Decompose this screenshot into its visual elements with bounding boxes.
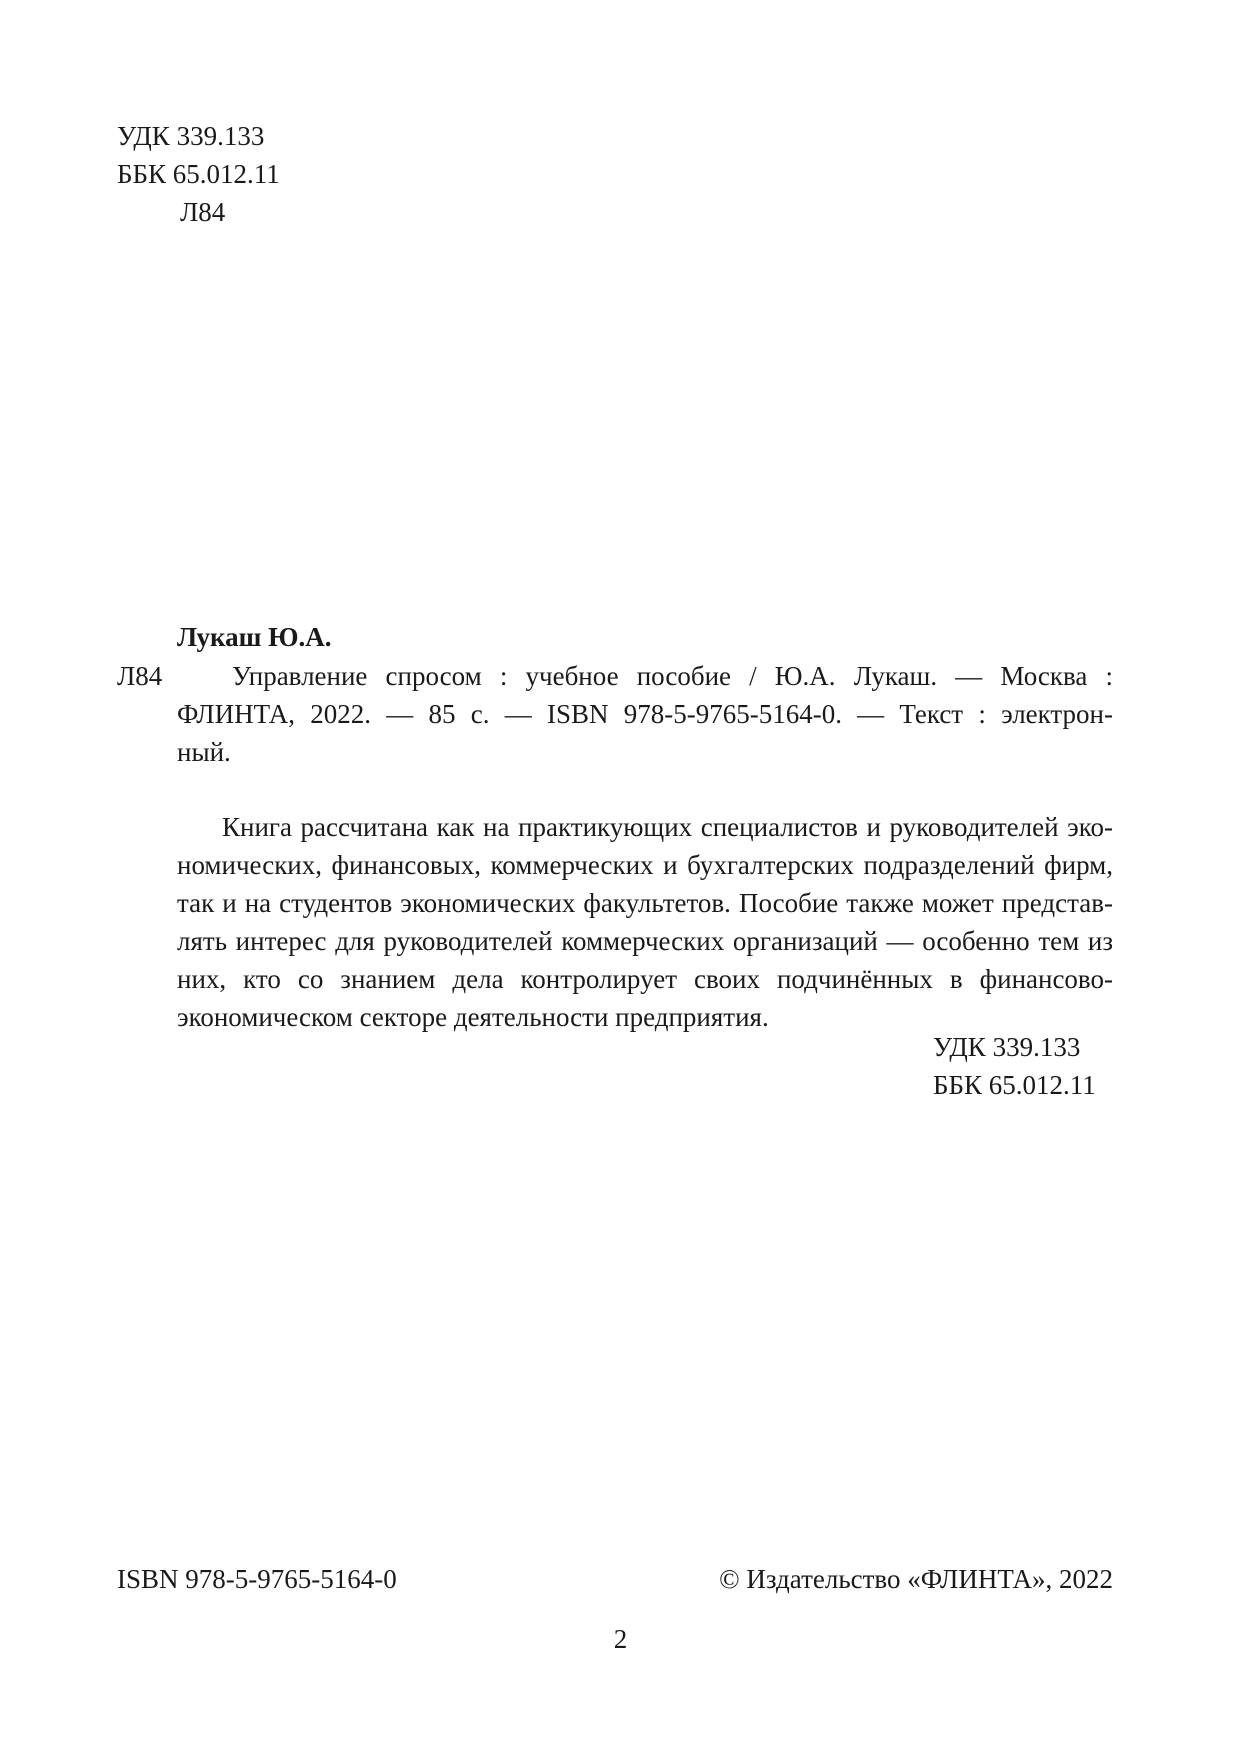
annotation-line: экономическом секторе деятельности предприятия.: [177, 1002, 769, 1032]
top-udk-code: УДК 339.133: [117, 121, 265, 151]
annotation-line: номических, финансовых, коммерческих и бухгалтерских подразделений фирм,: [177, 850, 1113, 880]
footer-copyright: © Издательство «ФЛИНТА», 2022: [719, 1564, 1113, 1594]
top-bbk-code: ББК 65.012.11: [117, 159, 280, 189]
bibliographic-record: [177, 657, 1113, 771]
top-author-code: Л84: [180, 197, 226, 227]
record-line: Управление спросом : учебное пособие / Ю.А. Лукаш. — Москва :: [232, 661, 1113, 691]
record-author-code: Л84: [117, 661, 163, 691]
record-line: ный.: [177, 737, 231, 767]
author-name: Лукаш Ю.А.: [177, 622, 332, 652]
annotation-line: Книга рассчитана как на практикующих специалистов и руководителей эко-: [222, 812, 1113, 842]
footer-isbn: ISBN 978-5-9765-5164-0: [117, 1564, 397, 1594]
annotation-line: лять интерес для руководителей коммерческих организаций — особенно тем из: [177, 926, 1113, 956]
record-line: ФЛИНТА, 2022. — 85 с. — ISBN 978-5-9765-5164-0. — Текст : электрон-: [177, 699, 1113, 729]
page-number: 2: [613, 1624, 628, 1654]
annotation-line: так и на студентов экономических факультетов. Пособие также может представ-: [177, 888, 1113, 918]
annotation-paragraph: [177, 808, 1113, 1036]
bottom-bbk-code: ББК 65.012.11: [933, 1070, 1096, 1100]
annotation-line: них, кто со знанием дела контролирует своих подчинённых в финансово-: [177, 964, 1113, 994]
bottom-udk-code: УДК 339.133: [933, 1032, 1081, 1062]
